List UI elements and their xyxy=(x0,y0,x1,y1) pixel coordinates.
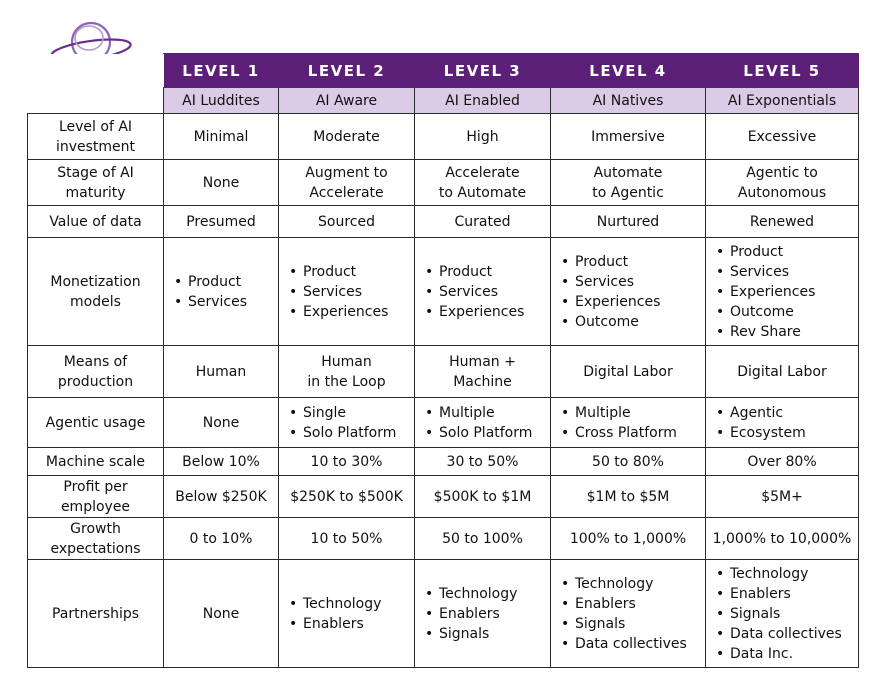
table-row xyxy=(28,114,859,160)
table-cell xyxy=(279,560,415,668)
list-item: • Data collectives xyxy=(559,634,687,654)
bullet-list xyxy=(714,564,842,664)
list-item: • Rev Share xyxy=(714,322,815,342)
cell-text: 10 to 30% xyxy=(310,453,383,470)
corner-cell xyxy=(28,88,164,114)
cell-text: Accelerate xyxy=(309,184,384,201)
cell-text: Digital Labor xyxy=(583,363,673,380)
bullet-list xyxy=(423,584,517,644)
table-cell xyxy=(415,160,551,206)
level-name: AI Exponentials xyxy=(706,88,859,114)
table-cell xyxy=(551,448,706,476)
level-name: AI Luddites xyxy=(164,88,279,114)
row-label: Agentic usage xyxy=(28,398,164,448)
bullet-list xyxy=(559,574,687,654)
table-cell xyxy=(551,206,706,238)
table-cell xyxy=(279,518,415,560)
table-cell xyxy=(164,398,279,448)
table-cell xyxy=(164,114,279,160)
list-item: • Enablers xyxy=(714,584,842,604)
table-row xyxy=(28,398,859,448)
table-cell xyxy=(551,346,706,398)
cell-text: Augment to xyxy=(305,164,388,181)
list-item: • Services xyxy=(172,292,247,312)
cell-text: Agentic to xyxy=(746,164,818,181)
row-label: Stage of AI maturity xyxy=(28,160,164,206)
cell-text: None xyxy=(202,174,240,191)
bullet-list xyxy=(714,242,815,342)
cell-text: 50 to 100% xyxy=(442,530,523,547)
level-header-row xyxy=(28,54,859,88)
table-row xyxy=(28,238,859,346)
cell-text: 30 to 50% xyxy=(446,453,519,470)
cell-text: Minimal xyxy=(193,128,249,145)
table-cell xyxy=(279,206,415,238)
table-cell xyxy=(279,398,415,448)
table-cell xyxy=(551,160,706,206)
cell-text: $1M to $5M xyxy=(586,488,670,505)
level-header: LEVEL 3 xyxy=(415,54,551,88)
list-item: • Signals xyxy=(714,604,842,624)
table-cell xyxy=(706,238,859,346)
cell-text: to Automate xyxy=(438,184,527,201)
table-row xyxy=(28,448,859,476)
row-label: Machine scale xyxy=(28,448,164,476)
table-row xyxy=(28,206,859,238)
cell-text: None xyxy=(202,605,240,622)
table-cell xyxy=(415,398,551,448)
cell-text: Accelerate xyxy=(445,164,520,181)
list-item: • Product xyxy=(423,262,524,282)
level-header: LEVEL 2 xyxy=(279,54,415,88)
list-item: • Enablers xyxy=(423,604,517,624)
list-item: • Outcome xyxy=(714,302,815,322)
list-item: • Services xyxy=(287,282,388,302)
row-label: Value of data xyxy=(28,206,164,238)
list-item: • Technology xyxy=(714,564,842,584)
list-item: • Technology xyxy=(559,574,687,594)
corner-cell xyxy=(28,54,164,88)
row-label: Monetization models xyxy=(28,238,164,346)
level-header: LEVEL 4 xyxy=(551,54,706,88)
list-item: • Enablers xyxy=(287,614,381,634)
bullet-list xyxy=(423,403,532,443)
table-cell xyxy=(164,448,279,476)
list-item: • Experiences xyxy=(287,302,388,322)
table-cell xyxy=(706,398,859,448)
bullet-list xyxy=(287,262,388,322)
cell-text: $5M+ xyxy=(761,488,803,505)
cell-text: None xyxy=(202,414,240,431)
list-item: • Solo Platform xyxy=(423,423,532,443)
bullet-list xyxy=(172,272,247,312)
bullet-list xyxy=(423,262,524,322)
list-item: • Services xyxy=(423,282,524,302)
level-header: LEVEL 5 xyxy=(706,54,859,88)
list-item: • Cross Platform xyxy=(559,423,677,443)
cell-text: Excessive xyxy=(747,128,817,145)
table-cell xyxy=(706,448,859,476)
table-cell xyxy=(279,346,415,398)
table-cell xyxy=(706,560,859,668)
cell-text: High xyxy=(466,128,499,145)
list-item: • Data Inc. xyxy=(714,644,842,664)
list-item: • Product xyxy=(172,272,247,292)
table-cell xyxy=(415,114,551,160)
list-item: • Outcome xyxy=(559,312,660,332)
table-cell xyxy=(279,238,415,346)
table-cell xyxy=(164,560,279,668)
table-cell xyxy=(279,114,415,160)
table-cell xyxy=(279,448,415,476)
table-cell xyxy=(706,346,859,398)
cell-text: Human xyxy=(195,363,247,380)
cell-text: 0 to 10% xyxy=(189,530,253,547)
table-cell xyxy=(415,476,551,518)
cell-text: Automate xyxy=(593,164,663,181)
row-label: Level of AI investment xyxy=(28,114,164,160)
cell-text: Immersive xyxy=(591,128,665,145)
table-cell xyxy=(706,518,859,560)
cell-text: 10 to 50% xyxy=(310,530,383,547)
cell-text: Below 10% xyxy=(182,453,260,470)
cell-text: Machine xyxy=(453,373,512,390)
table-cell xyxy=(706,476,859,518)
list-item: • Services xyxy=(559,272,660,292)
bullet-list xyxy=(714,403,806,443)
table-cell xyxy=(551,476,706,518)
table-cell xyxy=(164,518,279,560)
table-cell xyxy=(551,238,706,346)
list-item: • Technology xyxy=(287,594,381,614)
cell-text: Digital Labor xyxy=(737,363,827,380)
list-item: • Solo Platform xyxy=(287,423,396,443)
list-item: • Services xyxy=(714,262,815,282)
list-item: • Product xyxy=(559,252,660,272)
level-header: LEVEL 1 xyxy=(164,54,279,88)
bullet-list xyxy=(559,252,660,332)
level-name: AI Enabled xyxy=(415,88,551,114)
table-cell xyxy=(706,206,859,238)
cell-text: Human xyxy=(321,353,372,370)
table-row xyxy=(28,560,859,668)
list-item: • Experiences xyxy=(423,302,524,322)
cell-text: in the Loop xyxy=(307,373,386,390)
table-cell xyxy=(706,160,859,206)
cell-text: 50 to 80% xyxy=(592,453,664,470)
cell-text: Over 80% xyxy=(747,453,817,470)
cell-text: Below $250K xyxy=(175,488,267,505)
table-cell xyxy=(706,114,859,160)
row-label: Partnerships xyxy=(28,560,164,668)
level-name: AI Aware xyxy=(279,88,415,114)
cell-text: 1,000% to 10,000% xyxy=(712,530,852,547)
table-cell xyxy=(164,206,279,238)
cell-text: Renewed xyxy=(749,213,815,230)
cell-text: Moderate xyxy=(313,128,380,145)
list-item: • Signals xyxy=(559,614,687,634)
table-cell xyxy=(279,160,415,206)
list-item: • Multiple xyxy=(559,403,677,423)
cell-text: to Agentic xyxy=(592,184,664,201)
level-name: AI Natives xyxy=(551,88,706,114)
list-item: • Signals xyxy=(423,624,517,644)
table-cell xyxy=(415,238,551,346)
list-item: • Experiences xyxy=(714,282,815,302)
list-item: • Agentic xyxy=(714,403,806,423)
table-row xyxy=(28,160,859,206)
list-item: • Product xyxy=(287,262,388,282)
table-row xyxy=(28,476,859,518)
cell-text: $250K to $500K xyxy=(290,488,403,505)
table-cell xyxy=(415,518,551,560)
cell-text: Nurtured xyxy=(596,213,660,230)
table-cell xyxy=(164,346,279,398)
bullet-list xyxy=(559,403,677,443)
table-cell xyxy=(551,560,706,668)
row-label: Growth expectations xyxy=(28,518,164,560)
table-row xyxy=(28,518,859,560)
list-item: • Product xyxy=(714,242,815,262)
level-name-row xyxy=(28,88,859,114)
cell-text: $500K to $1M xyxy=(433,488,532,505)
table-cell xyxy=(551,398,706,448)
table-cell xyxy=(164,160,279,206)
table-cell xyxy=(164,238,279,346)
cell-text: Human + xyxy=(449,353,516,370)
cell-text: Presumed xyxy=(186,213,256,230)
maturity-table xyxy=(27,53,859,668)
table-cell xyxy=(279,476,415,518)
row-label: Means of production xyxy=(28,346,164,398)
cell-text: Sourced xyxy=(318,213,375,230)
table-body xyxy=(28,114,859,668)
cell-text: Autonomous xyxy=(737,184,827,201)
row-label: Profit per employee xyxy=(28,476,164,518)
cell-text: Curated xyxy=(454,213,511,230)
table-cell xyxy=(551,518,706,560)
table-cell xyxy=(551,114,706,160)
list-item: • Experiences xyxy=(559,292,660,312)
list-item: • Multiple xyxy=(423,403,532,423)
table-row xyxy=(28,346,859,398)
list-item: • Ecosystem xyxy=(714,423,806,443)
table-cell xyxy=(415,206,551,238)
list-item: • Enablers xyxy=(559,594,687,614)
table-cell xyxy=(415,346,551,398)
table-cell xyxy=(415,560,551,668)
table-cell xyxy=(164,476,279,518)
list-item: • Data collectives xyxy=(714,624,842,644)
cell-text: 100% to 1,000% xyxy=(569,530,687,547)
table-cell xyxy=(415,448,551,476)
list-item: • Technology xyxy=(423,584,517,604)
bullet-list xyxy=(287,403,396,443)
list-item: • Single xyxy=(287,403,396,423)
bullet-list xyxy=(287,594,381,634)
